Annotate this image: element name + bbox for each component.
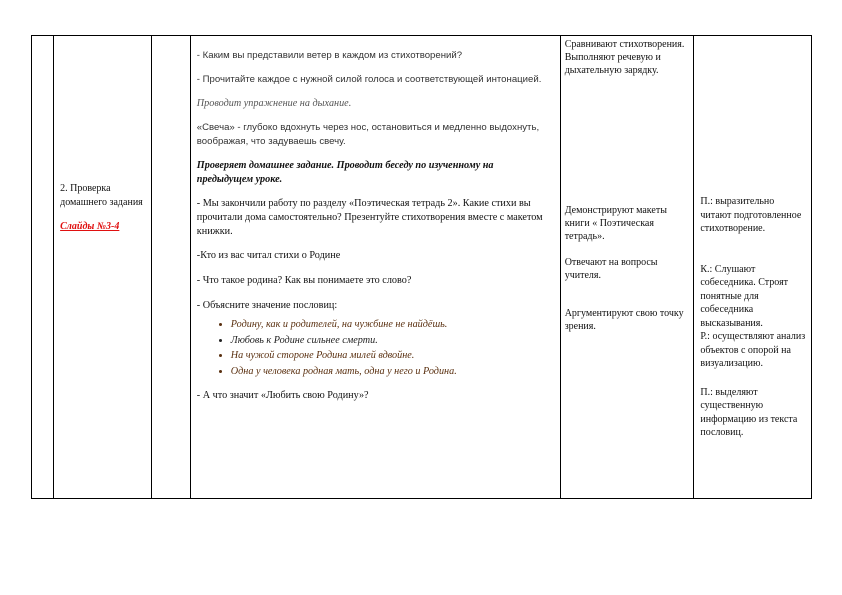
candle-exercise-text: «Свеча» - глубоко вдохнуть через нос, остановиться и медленно выдохнуть, воображая, что задуваешь свечу. [196,122,540,147]
motherland-poems-question: -Кто из вас читал стихи о Родине [196,250,341,261]
student-activity-compare: Сравнивают стихотворения. Выполняют речевую и дыхательную зарядку. [564,39,685,76]
breathing-exercise-note: Проводит упражнение на дыхание. [196,98,352,109]
proverbs-instruction: - Объясните значение пословиц: [196,300,338,311]
homework-check-note: Проверяет домашнее задание. Проводит беседу по изученному на предыдущем уроке. [196,160,494,185]
teacher-activity-cell [190,36,560,499]
uud-regulatory: Р.: осуществляют анализ объектов с опорой на визуализацию. [700,331,806,369]
lesson-plan-table [31,35,812,499]
teacher-question-wind: - Каким вы представили ветер в каждом из стихотворений? [196,50,463,61]
stage-title: 2. Проверка домашнего задания [60,183,143,208]
proverb-item: • Любовь к Родине сильнее смерти. [231,333,552,349]
student-activity-cell [560,36,694,499]
section-finished-text: - Мы закончили работу по разделу «Поэтическая тетрадь 2». Какие стихи вы прочитали дома самостоятельно? Презентуйте стихотворения вместе с макетом книжки. [196,198,543,237]
uud-cognitive-proverbs: П.: выделяют существенную информацию из текста пословиц. [700,386,798,438]
proverb-item: • Родину, как и родителей, на чужбине не найдёшь. [231,317,552,333]
lesson-plan-sheet [31,35,812,499]
student-activity-demonstrate: Демонстрируют макеты книги « Поэтическая тетрадь». [564,205,667,242]
student-activity-answer: Отвечают на вопросы учителя. [564,257,658,281]
proverb-item: • Одна у человека родная мать, одна у него и Родина. [231,364,552,380]
uud-communicative: К.: Слушают собеседника. Строят понятные для собеседника высказывания. [700,263,789,329]
proverbs-list [197,317,552,379]
teacher-instruction-read: - Прочитайте каждое с нужной силой голоса и соответствующей интонацией. [196,74,542,85]
student-activity-argue: Аргументируют свою точку зрения. [564,308,684,332]
slides-label: Слайды №3-4 [60,221,120,232]
number-cell [32,36,54,499]
proverb-item: • На чужой стороне Родина милей вдвойне. [231,348,552,364]
stage-cell [54,36,152,499]
uud-cognitive-reading: П.: выразительно читают подготовленное стихотворение. [700,196,802,234]
motherland-meaning-question: - Что такое родина? Как вы понимаете это слово? [196,275,412,286]
uud-cell [694,36,812,499]
table-row [32,36,812,499]
love-motherland-question: - А что значит «Любить свою Родину»? [196,390,369,401]
time-cell [151,36,190,499]
